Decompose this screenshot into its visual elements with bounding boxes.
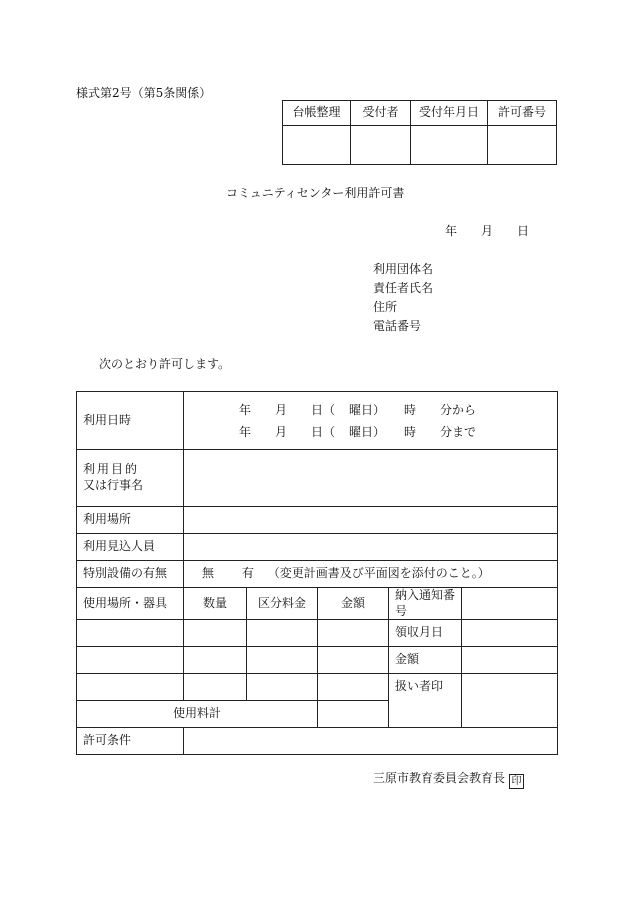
fee-row bbox=[77, 674, 558, 701]
until-minute-suffix: 分まで bbox=[440, 424, 477, 439]
fee-row-1-unit-fee[interactable] bbox=[247, 620, 318, 647]
paid-amount-label: 金額 bbox=[389, 647, 462, 674]
row-special-equipment bbox=[77, 561, 558, 588]
permit-details-table bbox=[76, 391, 558, 755]
registry-cell-receiver[interactable] bbox=[351, 126, 411, 165]
fee-row-1-place[interactable] bbox=[77, 620, 184, 647]
fee-header-place-equipment: 使用場所・器具 bbox=[77, 588, 184, 620]
place-label: 利用場所 bbox=[77, 507, 184, 534]
expected-people-label: 利用見込人員 bbox=[77, 534, 184, 561]
registry-cell-received-date[interactable] bbox=[411, 126, 488, 165]
from-day-unit: 日（ bbox=[311, 402, 336, 417]
usage-datetime-from-line bbox=[184, 399, 557, 421]
registry-table bbox=[282, 100, 557, 165]
special-equipment-label: 特別設備の有無 bbox=[77, 561, 184, 588]
conditions-label: 許可条件 bbox=[77, 728, 184, 755]
applicant-person-label: 責任者氏名 bbox=[373, 281, 434, 295]
fee-header-amount: 金額 bbox=[318, 588, 389, 620]
until-hour-unit: 時 bbox=[404, 424, 417, 439]
purpose-label-line1: 利用目的 bbox=[83, 462, 140, 477]
from-minute-suffix: 分から bbox=[440, 402, 477, 417]
registry-header-ledger: 台帳整理 bbox=[283, 101, 351, 126]
fee-row-3-quantity[interactable] bbox=[184, 674, 247, 701]
fee-row-2-unit-fee[interactable] bbox=[247, 647, 318, 674]
row-conditions bbox=[77, 728, 558, 755]
from-weekday-unit: 曜日） bbox=[349, 402, 386, 417]
total-fee-label: 使用料計 bbox=[77, 701, 318, 728]
special-equipment-note: （変更計画書及び平面図を添付のこと。） bbox=[267, 566, 490, 581]
intro-text: 次のとおり許可します。 bbox=[99, 357, 231, 371]
usage-datetime-label: 利用日時 bbox=[77, 392, 184, 450]
paid-amount-field[interactable] bbox=[462, 647, 558, 674]
purpose-field[interactable] bbox=[184, 450, 558, 507]
issuer-line bbox=[373, 772, 524, 789]
until-month-unit: 月 bbox=[275, 424, 288, 439]
issue-date-month: 月 bbox=[481, 224, 494, 238]
fee-row-2-amount[interactable] bbox=[318, 647, 389, 674]
fee-row-1-amount[interactable] bbox=[318, 620, 389, 647]
until-weekday-unit: 曜日） bbox=[349, 424, 386, 439]
total-fee-field[interactable] bbox=[318, 701, 389, 728]
row-usage-datetime bbox=[77, 392, 558, 450]
special-equipment-yes-option[interactable]: 有 bbox=[241, 566, 254, 581]
payment-notice-number-field[interactable] bbox=[462, 588, 558, 620]
fee-header-payment-notice-number: 納入通知番号 bbox=[389, 588, 462, 620]
fee-row-2-place[interactable] bbox=[77, 647, 184, 674]
row-place bbox=[77, 507, 558, 534]
row-purpose bbox=[77, 450, 558, 507]
special-equipment-field bbox=[184, 561, 558, 588]
row-expected-people bbox=[77, 534, 558, 561]
received-date-field[interactable] bbox=[462, 620, 558, 647]
issue-date-year: 年 bbox=[445, 224, 458, 238]
from-year-unit: 年 bbox=[239, 402, 252, 417]
row-fee-header bbox=[77, 588, 558, 620]
until-year-unit: 年 bbox=[239, 424, 252, 439]
fee-row-3-place[interactable] bbox=[77, 674, 184, 701]
issuer-name: 三原市教育委員会教育長 bbox=[373, 771, 506, 785]
fee-row-2-quantity[interactable] bbox=[184, 647, 247, 674]
form-number: 様式第2号（第5条関係） bbox=[76, 86, 212, 100]
registry-header-permit-number: 許可番号 bbox=[488, 101, 557, 126]
fee-row-3-amount[interactable] bbox=[318, 674, 389, 701]
purpose-label bbox=[77, 450, 184, 507]
registry-cell-permit-number[interactable] bbox=[488, 126, 557, 165]
purpose-label-line2: 又は行事名 bbox=[83, 478, 144, 492]
fee-row-3-unit-fee[interactable] bbox=[247, 674, 318, 701]
fee-header-quantity: 数量 bbox=[184, 588, 247, 620]
registry-header-receiver: 受付者 bbox=[351, 101, 411, 126]
fee-row bbox=[77, 647, 558, 674]
received-date-label: 領収月日 bbox=[389, 620, 462, 647]
conditions-field[interactable] bbox=[184, 728, 558, 755]
applicant-phone-label: 電話番号 bbox=[373, 319, 422, 333]
until-day-unit: 日（ bbox=[311, 424, 336, 439]
seal-stamp: 印 bbox=[509, 774, 524, 789]
place-field[interactable] bbox=[184, 507, 558, 534]
fee-row bbox=[77, 620, 558, 647]
fee-row-1-quantity[interactable] bbox=[184, 620, 247, 647]
expected-people-field[interactable] bbox=[184, 534, 558, 561]
fee-header-unit-fee: 区分料金 bbox=[247, 588, 318, 620]
usage-datetime-field[interactable] bbox=[184, 392, 558, 450]
from-month-unit: 月 bbox=[275, 402, 288, 417]
registry-header-received-date: 受付年月日 bbox=[411, 101, 488, 126]
from-hour-unit: 時 bbox=[404, 402, 417, 417]
document-title: コミュニティセンター利用許可書 bbox=[226, 186, 405, 200]
usage-datetime-until-line bbox=[184, 421, 557, 443]
handler-seal-field[interactable] bbox=[462, 674, 558, 728]
handler-seal-label: 扱い者印 bbox=[389, 674, 462, 728]
applicant-address-label: 住所 bbox=[373, 300, 398, 314]
special-equipment-none-option[interactable]: 無 bbox=[202, 566, 215, 581]
registry-cell-ledger[interactable] bbox=[283, 126, 351, 165]
issue-date-day: 日 bbox=[517, 224, 530, 238]
applicant-org-name-label: 利用団体名 bbox=[373, 262, 434, 276]
